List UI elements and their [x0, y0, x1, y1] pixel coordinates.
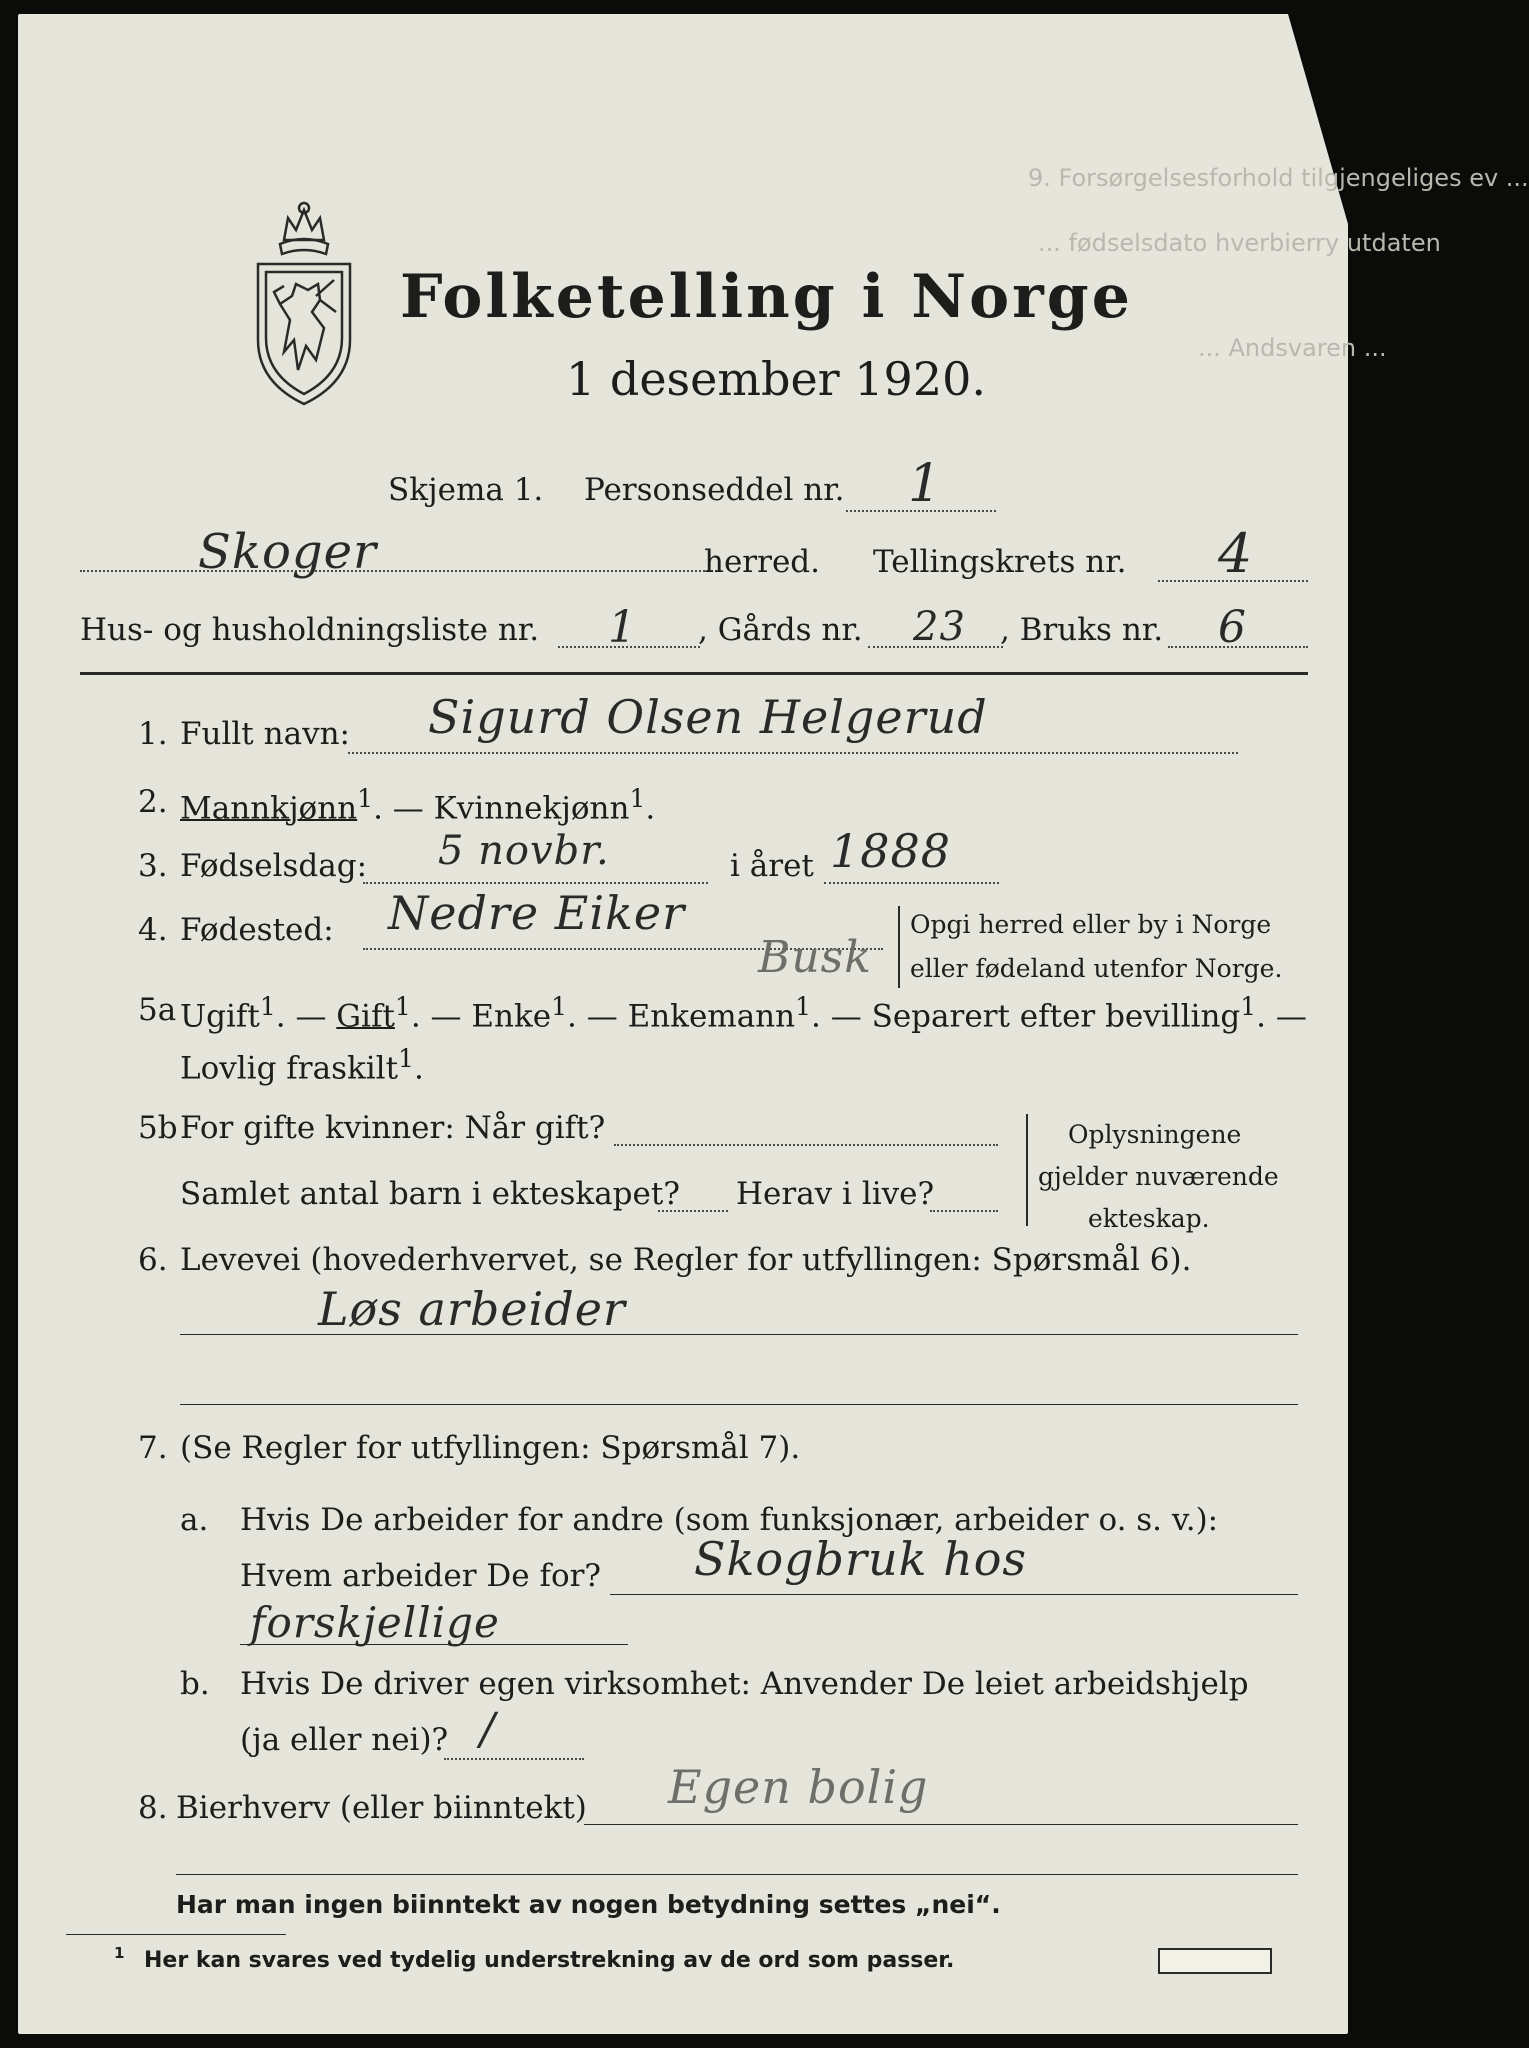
herred-label: herred. — [704, 544, 820, 580]
gards-value: 23 — [913, 604, 966, 650]
q7-number: 7. — [138, 1430, 168, 1466]
q8-line2 — [176, 1874, 1298, 1875]
q5b-alive: Herav i live? — [736, 1176, 935, 1212]
form-title: Folketelling i Norge — [400, 262, 1133, 332]
q4-number: 4. — [138, 912, 168, 948]
q4-brace — [898, 906, 900, 988]
herred-value: Skoger — [198, 524, 377, 580]
q7a-question: Hvem arbeider De for? — [240, 1558, 602, 1594]
q8-number: 8. — [138, 1790, 168, 1826]
q5b-alive-line — [930, 1210, 998, 1212]
personseddel-value: 1 — [908, 454, 943, 514]
folded-corner — [1288, 14, 1348, 224]
q3-number: 3. — [138, 848, 168, 884]
footnote-divider — [66, 1934, 286, 1935]
norwegian-coat-of-arms-icon — [240, 200, 368, 412]
q3-year-label: i året — [730, 848, 814, 884]
bleed-through-text: ... fødselsdato hverbierry utdaten — [1038, 229, 1441, 257]
q5b-note-line1: Oplysningene — [1068, 1120, 1242, 1149]
tellingskrets-value: 4 — [1218, 522, 1254, 585]
q3-label: Fødselsdag: — [180, 848, 368, 884]
bruks-label: , Bruks nr. — [1000, 612, 1164, 648]
printer-mark-stamp — [1158, 1948, 1272, 1974]
q3-date-line — [363, 882, 708, 884]
census-date: 1 desember 1920. — [566, 352, 986, 406]
footnote-mark: 1 — [114, 1944, 125, 1962]
bleed-through-text: ... Andsvaren ... — [1198, 334, 1387, 362]
q8-side-income: Egen bolig — [668, 1760, 929, 1814]
q3-year-line — [824, 882, 999, 884]
herred-line — [80, 570, 720, 572]
q8-label: Bierhverv (eller biinntekt) — [176, 1790, 587, 1826]
q5a-gift-option: Gift — [336, 998, 395, 1035]
q5b-children-line — [658, 1210, 728, 1212]
q2-male-option: Mannkjønn — [180, 790, 358, 827]
q2-number: 2. — [138, 784, 168, 820]
bruks-value: 6 — [1218, 602, 1247, 653]
q4-birthplace-addition: Busk — [758, 932, 872, 983]
husliste-value: 1 — [608, 602, 637, 653]
q3-birthday: 5 novbr. — [438, 828, 610, 874]
q5b-when-married: For gifte kvinner: Når gift? — [180, 1110, 606, 1146]
census-form-sheet — [18, 14, 1529, 2034]
q6-number: 6. — [138, 1242, 168, 1278]
q5b-number: 5b — [138, 1110, 178, 1146]
personseddel-label: Personseddel nr. — [584, 472, 845, 508]
no-income-note: Har man ingen biinntekt av nogen betydning settes „nei“. — [176, 1890, 1001, 1919]
q1-number: 1. — [138, 716, 168, 752]
q2-female-option: Kvinnekjønn — [433, 790, 630, 827]
q5a-marital-status: Ugift$^1$. — Gift$^1$. — Enke$^1$. — Enkemann$^1$. — Separert efter bevilling$^1$. — — [180, 992, 1307, 1035]
q4-note-line2: eller fødeland utenfor Norge. — [910, 954, 1283, 983]
q6-occupation: Løs arbeider — [318, 1282, 626, 1336]
q3-year: 1888 — [830, 824, 952, 878]
q8-line1 — [584, 1824, 1298, 1825]
q4-note-line1: Opgi herred eller by i Norge — [910, 910, 1272, 939]
q2-sex: Mannkjønn$^1$. — Kvinnekjønn$^1$. — [180, 784, 656, 827]
q4-label: Fødested: — [180, 912, 334, 948]
gards-label: , Gårds nr. — [698, 612, 863, 648]
q7a-employer-cont: forskjellige — [250, 1598, 500, 1647]
q7b-answer: / — [480, 1704, 496, 1755]
husliste-label: Hus- og husholdningsliste nr. — [80, 612, 540, 648]
q1-label: Fullt navn: — [180, 716, 350, 752]
q6-line2 — [180, 1404, 1298, 1405]
q7a-letter: a. — [180, 1502, 209, 1538]
schema-label: Skjema 1. — [388, 472, 544, 508]
q5b-brace — [1026, 1114, 1028, 1226]
q1-full-name: Sigurd Olsen Helgerud — [428, 690, 988, 744]
q1-line — [348, 752, 1238, 754]
q4-birthplace: Nedre Eiker — [388, 886, 686, 940]
q5b-when-line — [614, 1144, 998, 1146]
q5b-children: Samlet antal barn i ekteskapet? — [180, 1176, 680, 1212]
q5b-note-line2: gjelder nuværende — [1038, 1162, 1279, 1191]
q7b-letter: b. — [180, 1666, 210, 1702]
q7b-text: Hvis De driver egen virksomhet: Anvender De leiet arbeidshjelp — [240, 1666, 1249, 1702]
q7a-employer: Skogbruk hos — [694, 1532, 1028, 1586]
q5a-divorced: Lovlig fraskilt$^1$. — [180, 1044, 424, 1087]
q7a-text: Hvis De arbeider for andre (som funksjonær, arbeider o. s. v.): — [240, 1502, 1219, 1538]
q7b-line — [444, 1758, 584, 1760]
q5a-number: 5a — [138, 992, 177, 1028]
q7b-question: (ja eller nei)? — [240, 1722, 449, 1758]
bleed-through-text: 9. Forsørgelsesforhold tilgjengeliges ev ... — [1028, 164, 1529, 192]
q5b-note-line3: ekteskap. — [1088, 1204, 1210, 1233]
q7a-line1 — [610, 1594, 1298, 1595]
header-divider — [80, 672, 1308, 675]
footnote-text: Her kan svares ved tydelig understrekning av de ord som passer. — [144, 1948, 955, 1973]
q6-label: Levevei (hovederhvervet, se Regler for utfyllingen: Spørsmål 6). — [180, 1242, 1192, 1278]
q7-label: (Se Regler for utfyllingen: Spørsmål 7). — [180, 1430, 801, 1466]
tellingskrets-label: Tellingskrets nr. — [873, 544, 1127, 580]
